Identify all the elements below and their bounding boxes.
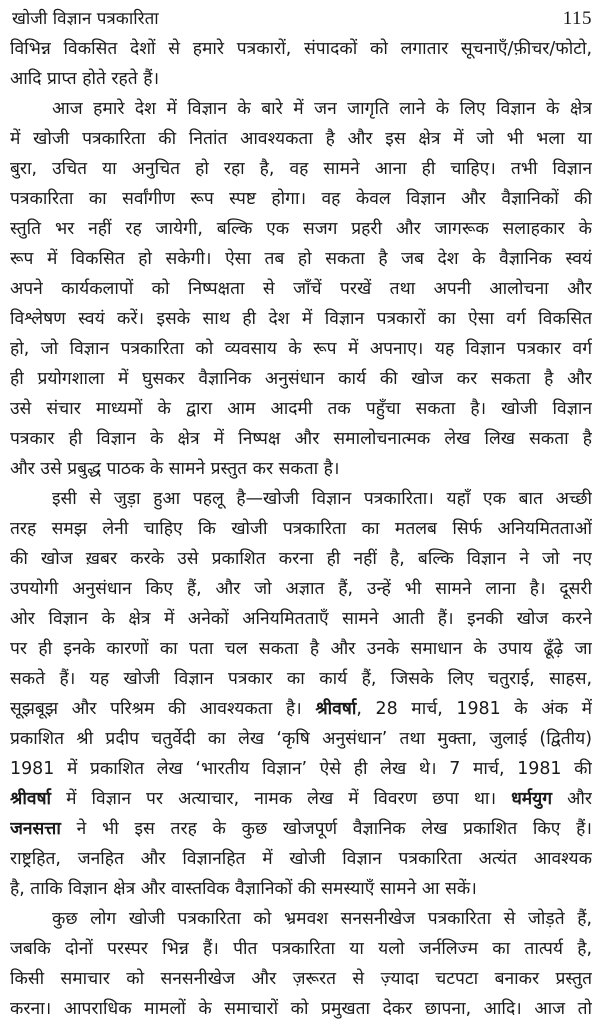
text-line: करना। आपराधिक मामलों के समाचारों को प्रमुखता देकर छापना, आदि। आज तो: [10, 999, 592, 1019]
text-line: अपने कार्यकलापों को निष्पक्षता से जाँचें परखें तथा अपनी आलोचना और: [10, 279, 592, 299]
text-line: उसे संचार माध्यमों के द्वारा आम आदमी तक पहुँचा सकता है। खोजी विज्ञान: [10, 399, 592, 419]
text-line: [10, 814, 592, 844]
body-text: [10, 34, 592, 1024]
text-line: तरह समझ लेनी चाहिए कि खोजी पत्रकारिता का मतलब सिर्फ अनियमितताओं: [10, 519, 592, 539]
text-line: है, ताकि विज्ञान क्षेत्र और वास्तविक वैज्ञानिकों की समस्याएँ सामने आ सकें।: [10, 879, 477, 899]
paragraph: [10, 94, 592, 484]
text-run: ने भी इस तरह के कुछ खोजपूर्ण वैज्ञानिक लेख प्रकाशित किए हैं।: [60, 819, 592, 839]
publication-name-shrivarsha: श्रीवर्षा: [10, 789, 52, 809]
text-line: और उसे प्रबुद्ध पाठक के सामने प्रस्तुत कर सकता है।: [10, 459, 340, 479]
text-line: ही प्रयोगशाला में घुसकर वैज्ञानिक अनुसंधान कार्य की खोज कर सकता है और: [10, 369, 592, 389]
running-header: [10, 0, 592, 34]
text-line: पत्रकार ही विज्ञान के क्षेत्र में निष्पक्ष और समालोचनात्मक लेख लिख सकता है: [10, 429, 592, 449]
text-line: आदि प्राप्त होते रहते हैं।: [10, 69, 160, 89]
text-line: सकते हैं। यह खोजी विज्ञान पत्रकार का कार्य हैं, जिसके लिए चतुराई, साहस,: [10, 669, 592, 689]
text-line: उपयोगी अनुसंधान किए हैं, और जो अज्ञात हैं, उन्हें भी सामने लाना है। दूसरी: [10, 579, 592, 599]
text-line: कुछ लोग खोजी पत्रकारिता को भ्रमवश सनसनीखेज पत्रकारिता से जोड़ते हैं,: [52, 909, 592, 929]
text-line: 1981 में प्रकाशित लेख ‘भारतीय विज्ञान’ ऐसे ही लेख थे। 7 मार्च, 1981 की: [10, 759, 592, 779]
paragraph: [10, 484, 592, 904]
text-run: सूझबूझ और परिश्रम की आवश्यकता है।: [10, 699, 316, 719]
text-line: जबकि दोनों परस्पर भिन्न हैं। पीत पत्रकारिता या यलो जर्नलिज्म का तात्पर्य है,: [10, 939, 592, 959]
text-line: में खोजी पत्रकारिता की नितांत आवश्यकता है और इस क्षेत्र में जो भी भला या: [10, 129, 592, 149]
text-line: [10, 694, 592, 724]
text-line: विभिन्न विकसित देशों से हमारे पत्रकारों, संपादकों को लगातार सूचनाएँ/फ़ीचर/फोटो,: [10, 39, 592, 59]
text-run: में विज्ञान पर अत्याचार, नामक लेख में विवरण छपा था।: [51, 789, 512, 809]
text-line: पत्रकारिता का सर्वांगीण रूप स्पष्ट होगा। वह केवल विज्ञान और वैज्ञानिकों की: [10, 189, 592, 209]
publication-name-jansatta: जनसत्ता: [10, 819, 61, 839]
publication-name-shrivarsha: श्रीवर्षा: [315, 699, 357, 719]
text-line: रूप में विकसित हो सकेगी। ऐसा तब हो सकता है जब देश के वैज्ञानिक स्वयं: [10, 249, 592, 269]
text-line: [10, 784, 592, 814]
paragraph: [10, 904, 592, 1024]
publication-name-dharmayug: धर्मयुग: [511, 789, 553, 809]
page-number: 115: [562, 8, 592, 29]
text-line: पर ही इनके कारणों का पता चल सकता है और उनके समाधान के उपाय ढूँढ़े जा: [10, 639, 592, 659]
text-line: किसी समाचार को सनसनीखेज और ज़रूरत से ज़्यादा चटपटा बनाकर प्रस्तुत: [10, 969, 592, 989]
text-line: स्तुति भर नहीं रह जायेगी, बल्कि एक सजग प्रहरी और जागरूक सलाहकार के: [10, 219, 592, 239]
text-line: आज हमारे देश में विज्ञान के बारे में जन जागृति लाने के लिए विज्ञान के क्षेत्र: [52, 99, 592, 119]
text-line: हो, जो विज्ञान पत्रकारिता को व्यवसाय के रूप में अपनाए। यह विज्ञान पत्रकार वर्ग: [10, 339, 592, 359]
book-page: [10, 0, 592, 1024]
text-line: प्रकाशित श्री प्रदीप चतुर्वेदी का लेख ‘कृषि अनुसंधान’ तथा मुक्ता, जुलाई (द्वितीय): [10, 729, 592, 749]
text-line: इसी से जुड़ा हुआ पहलू है—खोजी विज्ञान पत्रकारिता। यहाँ एक बात अच्छी: [52, 489, 592, 509]
text-run: और: [552, 789, 592, 809]
paragraph: [10, 34, 592, 94]
running-title: खोजी विज्ञान पत्रकारिता: [12, 9, 159, 29]
text-line: विश्लेषण स्वयं करें। इसके साथ ही देश में विज्ञान पत्रकारों का ऐसा वर्ग विकसित: [10, 309, 592, 329]
text-line: राष्ट्रहित, जनहित और विज्ञानहित में खोजी विज्ञान पत्रकारिता अत्यंत आवश्यक: [10, 849, 592, 869]
text-line: बुरा, उचित या अनुचित हो रहा है, वह सामने आना ही चाहिए। तभी विज्ञान: [10, 159, 592, 179]
text-line: ओर विज्ञान के क्षेत्र में अनेकों अनियमितताएँ सामने आती हैं। इनकी खोज करने: [10, 609, 592, 629]
text-line: की खोज ख़बर करके उसे प्रकाशित करना ही नहीं है, बल्कि विज्ञान ने जो नए: [10, 549, 592, 569]
text-run: , 28 मार्च, 1981 के अंक में: [356, 699, 592, 719]
